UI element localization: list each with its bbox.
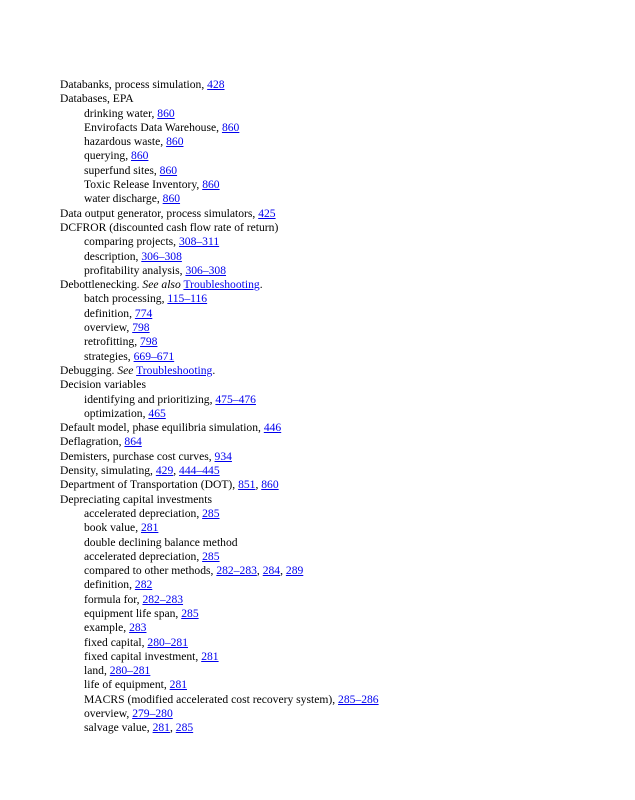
page-link[interactable]: 308–311 [178, 235, 220, 249]
index-entry [60, 207, 620, 221]
index-subentry [60, 650, 620, 664]
entry-term: Debottlenecking. [60, 278, 143, 292]
index-subentry [60, 350, 620, 364]
page-link[interactable]: 798 [132, 321, 150, 335]
index-subentry [60, 550, 620, 564]
index-subentry [60, 578, 620, 592]
entry-term: hazardous waste, [84, 135, 167, 149]
index-subentry [60, 507, 620, 521]
page-link[interactable]: 285 [202, 506, 220, 520]
entry-term: compared to other methods, [84, 564, 217, 578]
entry-term: DCFROR (discounted cash flow rate of return) [60, 220, 279, 234]
index-entry [60, 421, 620, 435]
page-link[interactable]: 285 [175, 721, 194, 735]
page-link[interactable]: 425 [258, 206, 276, 220]
entry-term: querying, [84, 149, 132, 163]
index-subentry [60, 264, 620, 278]
index-subentry: salvage value, 281, 285 [84, 721, 194, 735]
page-link[interactable]: 306–308 [185, 263, 227, 277]
index-subentry [60, 636, 620, 650]
index-entry [60, 378, 620, 392]
entry-term: salvage value, [84, 721, 153, 735]
index-subentry [60, 250, 620, 264]
index-entry: Density, simulating, 429, 444–445 [60, 464, 220, 478]
page-link[interactable]: Troubleshooting [183, 278, 260, 292]
index-subentry [60, 407, 620, 421]
see-reference: See also [142, 278, 181, 292]
page-link[interactable]: 669–671 [133, 349, 175, 363]
entry-suffix: . [212, 363, 216, 377]
page-link[interactable]: 280–281 [147, 635, 188, 649]
page-link[interactable]: 281 [201, 649, 219, 663]
entry-term: overview, [84, 707, 133, 721]
index-subentry [60, 192, 620, 206]
page-link[interactable]: 285–286 [338, 692, 379, 706]
page-link[interactable]: 774 [134, 306, 153, 320]
entry-term: description, [84, 249, 142, 263]
index-subentry [60, 393, 620, 407]
page-link[interactable]: 285 [181, 606, 199, 620]
page-link[interactable]: 284 [262, 564, 281, 578]
page-link[interactable]: 283 [129, 621, 147, 635]
page-link[interactable]: 428 [207, 78, 225, 91]
page-link[interactable]: 860 [202, 178, 220, 192]
entry-term: life of equipment, [84, 678, 170, 692]
index-subentry [60, 664, 620, 678]
index-entry [60, 221, 620, 235]
page-link[interactable]: 289 [285, 564, 304, 578]
entry-term: formula for, [84, 592, 143, 606]
page-link[interactable]: 860 [261, 478, 279, 492]
entry-suffix: . [259, 278, 263, 292]
index-subentry [60, 164, 620, 178]
entry-term: Data output generator, process simulators, [60, 206, 259, 220]
page-link[interactable]: 282–283 [216, 564, 257, 578]
index-entry [60, 435, 620, 449]
page-link[interactable]: 860 [157, 106, 175, 120]
entry-term: double declining balance method [84, 535, 238, 549]
page-link[interactable]: 285 [202, 549, 220, 563]
index-subentry [60, 521, 620, 535]
entry-term: Debugging. [60, 363, 118, 377]
entry-term: definition, [84, 578, 135, 592]
entry-term: drinking water, [84, 106, 158, 120]
index-subentry [60, 307, 620, 321]
page-link[interactable]: 282 [134, 578, 153, 592]
page-link[interactable]: Troubleshooting [136, 363, 213, 377]
index-subentry [60, 178, 620, 192]
index-entry: Department of Transportation (DOT), 851, 860 [60, 478, 279, 492]
page-link[interactable]: 280–281 [109, 664, 151, 678]
entry-term: Databases, EPA [60, 92, 134, 106]
entry-term: Decision variables [60, 378, 146, 392]
entry-term: Envirofacts Data Warehouse, [84, 120, 222, 134]
page-link[interactable]: 864 [124, 435, 142, 449]
index-subentry [60, 707, 620, 721]
index-entry [60, 278, 620, 292]
page-link[interactable]: 934 [214, 449, 232, 463]
page-link[interactable]: 306–308 [141, 249, 182, 263]
index-entry [60, 92, 620, 106]
entry-term: MACRS (modified accelerated cost recovery system), [84, 692, 339, 706]
entry-term: accelerated depreciation, [84, 506, 203, 520]
entry-term: example, [84, 621, 130, 635]
entry-term: profitability analysis, [84, 263, 186, 277]
page-link[interactable]: 281 [169, 678, 188, 692]
entry-term: Demisters, purchase cost curves, [60, 449, 215, 463]
entry-term: superfund sites, [84, 163, 160, 177]
entry-term: Department of Transportation (DOT), [60, 478, 239, 492]
index-subentry [60, 678, 620, 692]
page-link[interactable]: 279–280 [132, 707, 173, 721]
index-subentry [60, 149, 620, 163]
entry-term: batch processing, [84, 292, 168, 306]
entry-term: accelerated depreciation, [84, 549, 203, 563]
page-link[interactable]: 860 [131, 149, 149, 163]
page-link[interactable]: 798 [140, 335, 158, 349]
index-entry [60, 450, 620, 464]
entry-term: Deflagration, [60, 435, 125, 449]
entry-term: definition, [84, 306, 135, 320]
index-subentry [60, 107, 620, 121]
index-entry [60, 364, 620, 378]
entry-term: identifying and prioritizing, [84, 392, 216, 406]
entry-term: book value, [84, 521, 141, 535]
entry-term: Depreciating capital investments [60, 492, 212, 506]
page-link[interactable]: 115–116 [167, 292, 208, 306]
index-entry [60, 493, 620, 507]
index-subentry [60, 235, 620, 249]
index-subentry [60, 693, 620, 707]
page-link[interactable]: 860 [166, 135, 184, 149]
index-subentry [60, 607, 620, 621]
index-subentry [60, 121, 620, 135]
page-link[interactable]: 446 [263, 421, 282, 435]
page-link[interactable]: 465 [148, 406, 166, 420]
page-link[interactable]: 860 [162, 192, 181, 206]
index-subentry [60, 321, 620, 335]
index-subentry [60, 335, 620, 349]
entry-term: overview, [84, 321, 133, 335]
entry-term: water discharge, [84, 192, 163, 206]
index-subentry [60, 621, 620, 635]
page-link[interactable]: 429 [155, 464, 174, 478]
page-link[interactable]: 860 [221, 120, 240, 134]
page-link[interactable]: 860 [159, 163, 178, 177]
index-subentry [60, 135, 620, 149]
page-link[interactable]: 282–283 [142, 592, 184, 606]
index-list [60, 78, 620, 736]
entry-term: Density, simulating, [60, 464, 156, 478]
entry-term: Toxic Release Inventory, [84, 178, 203, 192]
entry-term: land, [84, 664, 110, 678]
index-subentry [60, 292, 620, 306]
page-link[interactable]: 281 [152, 721, 170, 735]
entry-term: Default model, phase equilibria simulation, [60, 421, 264, 435]
index-subentry: compared to other methods, 282–283, 284, 289 [84, 564, 304, 578]
index-subentry [60, 536, 620, 550]
page-link[interactable]: 444–445 [179, 464, 220, 478]
entry-term: optimization, [84, 406, 149, 420]
entry-term: fixed capital, [84, 635, 148, 649]
entry-term: retrofitting, [84, 335, 141, 349]
entry-term: comparing projects, [84, 235, 179, 249]
index-entry [60, 78, 620, 92]
index-subentry [60, 593, 620, 607]
entry-term: fixed capital investment, [84, 649, 202, 663]
entry-term: strategies, [84, 349, 134, 363]
page-link[interactable]: 851 [238, 478, 256, 492]
entry-term: equipment life span, [84, 606, 182, 620]
page-link[interactable]: 281 [141, 521, 159, 535]
page-link[interactable]: 475–476 [215, 392, 256, 406]
entry-term: Databanks, process simulation, [60, 78, 208, 91]
see-reference: See [117, 363, 134, 377]
